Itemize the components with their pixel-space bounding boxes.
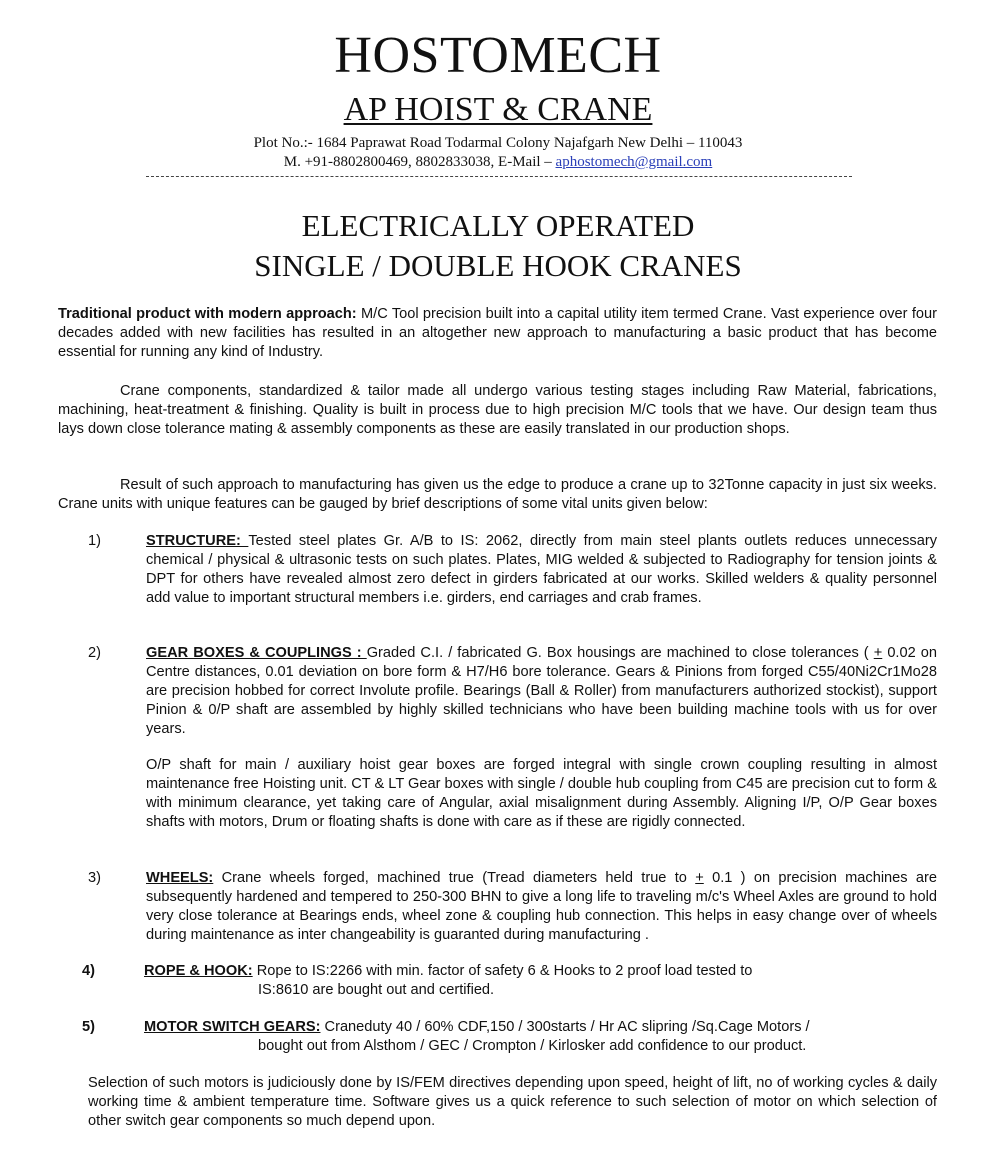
item-motor-switch-gears bbox=[144, 1018, 935, 1037]
item-number: 2) bbox=[88, 645, 101, 661]
item-gear-boxes-para-2: O/P shaft for main / auxiliary hoist gear boxes are forged integral with single crown coupling resulting in almost maintenance free Hoisting unit. CT & LT Gear boxes with single / double hub coupling from C45 are precision cut to form & with minimum clearance, yet taking care of Angular, axial misalignment during Assembly. Aligning I/P, O/P Gear boxes shafts with motors, Drum or floating shafts is done with care as if these are rigidly connected. bbox=[146, 757, 937, 830]
contact-phones: M. +91-8802800469, 8802833038, E-Mail – bbox=[283, 154, 556, 170]
plus-minus-symbol: + bbox=[873, 645, 883, 661]
plus-minus-symbol: + bbox=[695, 870, 704, 886]
item-heading: MOTOR SWITCH GEARS: bbox=[144, 1019, 321, 1035]
intro-lead: Traditional product with modern approach: bbox=[58, 306, 357, 322]
intro-paragraph-1 bbox=[58, 305, 937, 362]
intro-text: M/C Tool precision built into a capital utility item termed Crane. Vast experience over four decades added with new facilities has resulted in an altogether new approach to manufacturing a basic product that has become essential for running any kind of Industry. bbox=[58, 306, 937, 360]
item-heading: WHEELS: bbox=[146, 870, 214, 886]
item-heading: ROPE & HOOK: bbox=[144, 963, 253, 979]
item-heading: STRUCTURE: bbox=[146, 533, 249, 549]
item-text: Graded C.I. / fabricated G. Box housings are machined to close tolerances ( bbox=[366, 645, 874, 661]
item-gear-boxes bbox=[146, 644, 937, 739]
intro-paragraph-3: Result of such approach to manufacturing has given us the edge to produce a crane up to 32Tonne capacity in just six weeks. Crane units with unique features can be gauged by brief descriptions of some vital units given below: bbox=[58, 477, 937, 512]
item-text: Craneduty 40 / 60% CDF,150 / 300starts / Hr AC slipring /Sq.Cage Motors / bbox=[320, 1019, 810, 1035]
item-number: 3) bbox=[88, 870, 101, 886]
item-rope-hook bbox=[144, 962, 935, 981]
item-wheels bbox=[146, 869, 937, 945]
header-divider bbox=[146, 176, 852, 177]
subcompany-wrap bbox=[0, 90, 996, 130]
intro-paragraph-2: Crane components, standardized & tailor made all undergo various testing stages including Raw Material, fabrications, machining, heat-treatment & finishing. Quality is built in process due to high precision M/C tools that we have. Our design team thus lays down close tolerance mating & assembly components as these are easily translated in our production shops. bbox=[58, 383, 937, 437]
title-line-1: ELECTRICALLY OPERATED bbox=[301, 208, 695, 243]
item-text: Rope to IS:2266 with min. factor of safety 6 & Hooks to 2 proof load tested to bbox=[252, 963, 753, 979]
item-continuation: bought out from Alsthom / GEC / Crompton / Kirlosker add confidence to our product. bbox=[258, 1038, 807, 1054]
item-text: 0.1 ) on precision machines are subsequently hardened and tempered to 250-300 BHN to give a long life to traveling m/c's Wheel Axles are ground to hold very close tolerance at Bearings ends, wheel zone & coupling hub connection. This helps in easy change over of wheels during maintenance as inter changeability is guaranted during manufacturing . bbox=[146, 870, 937, 943]
item-heading: GEAR BOXES & COUPLINGS : bbox=[146, 645, 367, 661]
title-line-2: SINGLE / DOUBLE HOOK CRANES bbox=[254, 248, 742, 283]
item-text: Crane wheels forged, machined true (Tread diameters held true to bbox=[213, 870, 696, 886]
item-structure bbox=[146, 532, 937, 608]
email-link[interactable]: aphostomech@gmail.com bbox=[555, 154, 713, 170]
item-continuation: IS:8610 are bought out and certified. bbox=[258, 982, 495, 998]
subcompany-name: AP HOIST & CRANE bbox=[343, 91, 653, 128]
item-text: 0.02 on Centre distances, 0.01 deviation on bore form & H7/H6 bore tolerance. Gears & Pinions from forged C55/40Ni2Cr1Mo28 are precision hobbed for correct Involute profile. Bearings (Ball & Roller) from manufacturers authorized stockist), support Pinion & 0/P shaft are assembled by highly skilled technicians who have been building machine tools with us for over years. bbox=[146, 645, 938, 737]
address-line: Plot No.:- 1684 Paprawat Road Todarmal Colony Najafgarh New Delhi – 110043 bbox=[253, 135, 743, 151]
item-number: 5) bbox=[82, 1019, 95, 1035]
closing-paragraph: Selection of such motors is judiciously done by IS/FEM directives depending upon speed, height of lift, no of working cycles & daily working time & ambient temperature time. Software gives us a quick reference to such selection of motor on which selection of other switch gear components so much depend upon. bbox=[88, 1075, 937, 1129]
item-number: 1) bbox=[88, 533, 101, 549]
contact-line bbox=[0, 153, 996, 171]
item-text: Tested steel plates Gr. A/B to IS: 2062, directly from main steel plants outlets reduces unnecessary chemical / physical & ultrasonic tests on such plates. Plates, MIG welded & subjected to Radiography for tension joints & DPT for others have revealed almost zero defect in girders fabricated at our works. Skilled welders & quality personnel add value to important structural members i.e. girders, end carriages and crab frames. bbox=[146, 533, 937, 606]
company-name: HOSTOMECH bbox=[334, 27, 662, 84]
item-number: 4) bbox=[82, 963, 95, 979]
